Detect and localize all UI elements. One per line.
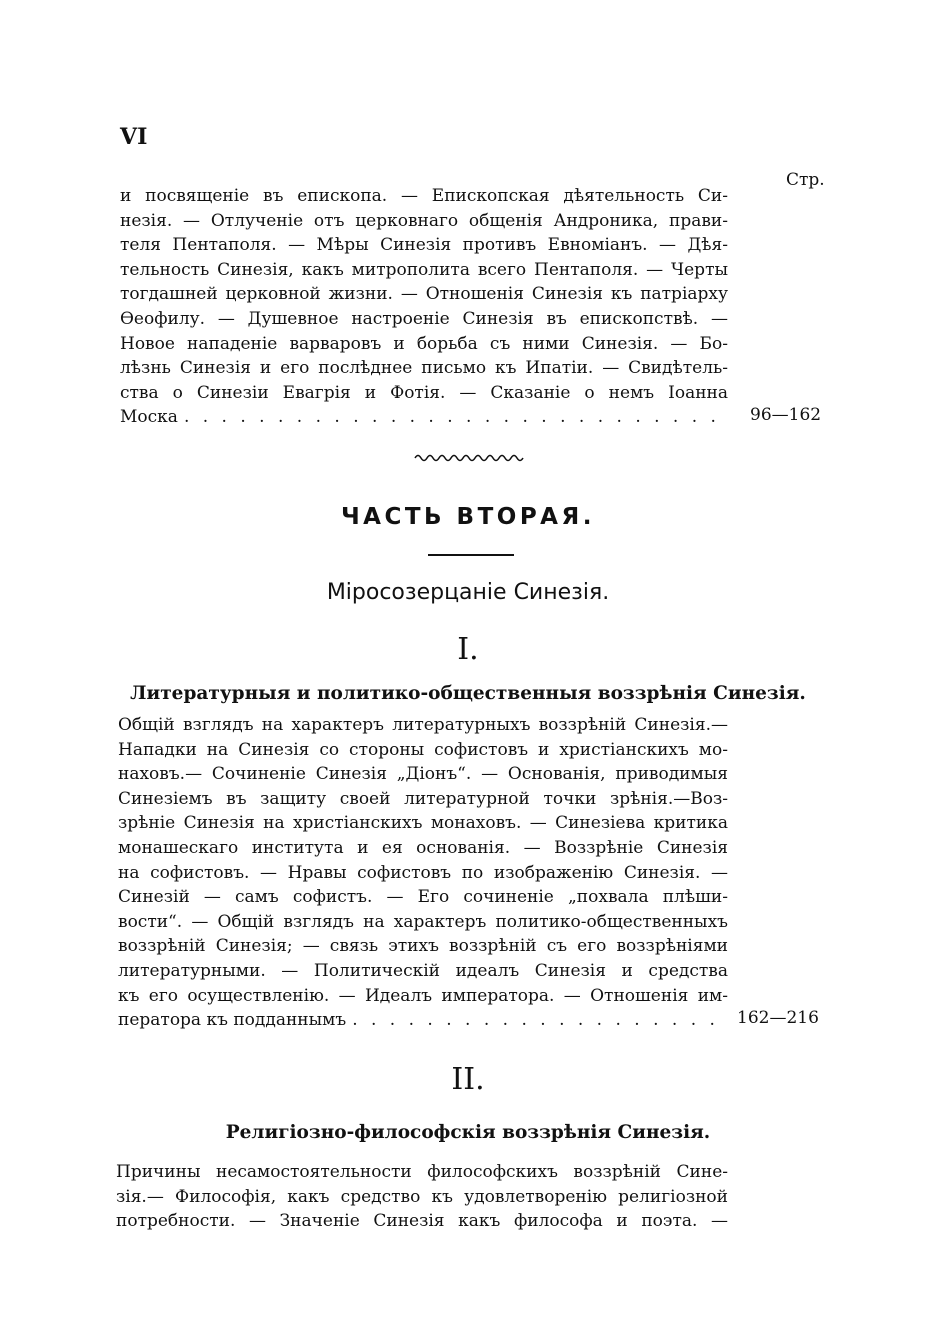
text-line: къ его осуществленію. — Идеалъ императора. — Отношенія им- [118, 985, 728, 1006]
text-line: потребности. — Значеніе Синезія какъ философа и поэта. — [116, 1211, 728, 1232]
text-line-last [118, 1008, 728, 1033]
text-line: зрѣніе Синезія на христіанскихъ монаховъ. — Синезіева критика [118, 813, 728, 834]
wavy-ornament [413, 452, 525, 464]
text-line: тогдашней церковной жизни. — Отношенія Синезія къ патріарху [120, 284, 728, 305]
text-line: Синезіемъ въ защиту своей литературной точки зрѣнія.—Воз- [118, 788, 728, 809]
text-line: на софистовъ. — Нравы софистовъ по изображенію Синезія. — [118, 862, 728, 883]
text-line: Нападки на Синезія со стороны софистовъ и христіанскихъ мо- [118, 739, 728, 760]
text-line: воззрѣній Синезія; — связь этихъ воззрѣній съ его воззрѣніями [118, 936, 728, 957]
text-line: зія.— Философія, какъ средство къ удовлетворенію религіозной [116, 1186, 728, 1207]
text-line: и посвященіе въ епископа. — Епископская дѣятельность Си- [120, 186, 728, 206]
page-range: 162—216 [737, 1008, 819, 1028]
toc-entry-text [116, 1160, 728, 1234]
section-title: Религіозно-философскія воззрѣнія Синезія. [225, 1122, 711, 1143]
text-line: Общій взглядъ на характеръ литературныхъ воззрѣній Синезія.— [118, 715, 728, 735]
section-title: Литературныя и политико-общественныя воззрѣнія Синезія. [130, 683, 806, 704]
text-line: незія. — Отлученіе отъ церковнаго общенія Андроника, прави- [120, 210, 728, 231]
text-line-last [120, 405, 728, 430]
text-line: лѣзнь Синезія и его послѣднее письмо къ Ипатіи. — Свидѣтель- [120, 358, 728, 379]
page-number: VI [120, 124, 148, 150]
text-line: монашескаго института и ея основанія. — Воззрѣніе Синезія [118, 837, 728, 858]
text-line: тельность Синезія, какъ митрополита всего Пентаполя. — Черты [120, 259, 728, 280]
horizontal-rule [428, 554, 514, 556]
text-line: литературными. — Политическій идеалъ Синезія и средства [118, 960, 728, 981]
toc-entry-text [120, 184, 728, 430]
text-line: Причины несамостоятельности философскихъ воззрѣній Сине- [116, 1162, 728, 1182]
page-range: 96—162 [750, 405, 822, 425]
text-line: Синезій — самъ софистъ. — Его сочиненіе „похвала плѣши- [118, 887, 728, 908]
toc-entry-text [118, 713, 728, 1033]
dot-leader [352, 1008, 722, 1033]
section-numeral: II. [451, 1062, 485, 1097]
last-line-text: ператора къ подданнымъ [118, 1010, 347, 1031]
text-line: теля Пентаполя. — Мѣры Синезія противъ Евноміанъ. — Дѣя- [120, 235, 728, 256]
part-subtitle: Міросозерцаніе Синезія. [326, 580, 610, 605]
text-line: вости“. — Общій взглядъ на характеръ политико-общественныхъ [118, 911, 728, 932]
text-line: Ѳеофилу. — Душевное настроеніе Синезія въ епископствѣ. — [120, 308, 728, 329]
part-title: ЧАСТЬ ВТОРАЯ. [341, 504, 595, 530]
last-line-text: Моска [120, 407, 178, 428]
text-line: Новое нападеніе варваровъ и борьба съ ними Синезія. — Бо- [120, 333, 728, 354]
dot-leader [184, 405, 722, 430]
page-column-label: Стр. [786, 170, 825, 190]
text-line: наховъ.— Сочиненіе Синезія „Діонъ“. — Основанія, приводимыя [118, 764, 728, 785]
section-numeral: I. [457, 632, 479, 667]
text-line: ства о Синезіи Евагрія и Фотія. — Сказаніе о немъ Іоанна [120, 382, 728, 403]
